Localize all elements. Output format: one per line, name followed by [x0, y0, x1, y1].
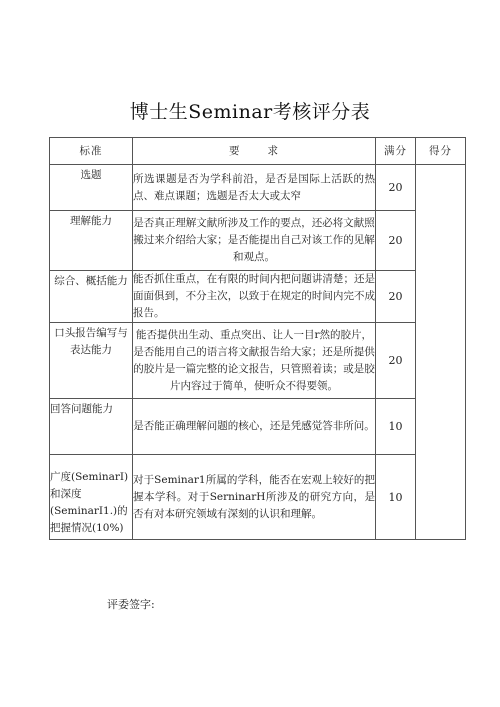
row-full-score: 10	[376, 455, 416, 540]
row-standard: 理解能力	[50, 211, 133, 271]
row-full-score: 20	[376, 165, 416, 211]
table-header-row	[50, 138, 466, 165]
row-full-score: 20	[376, 323, 416, 399]
row-requirement: 对于Seminar1所属的学科，能否在宏观上较好的把握本学科。对于SerninarH所涉及的研究方向，是否有对本研究领域有深刻的认识和理解。	[133, 455, 376, 540]
header-requirement-char-1: 要	[229, 144, 268, 157]
signature-label: 评委签字:	[107, 598, 155, 611]
row-requirement: 能否提供出生动、重点突出、让人一目r然的胶片，是否能用自己的语言将文献报告给大家；还是所提供的胶片是一篇完整的论文报告，只管照着读；或是胶片内容过于简单，使听众不得要领。	[133, 323, 376, 399]
scoring-table	[49, 137, 466, 540]
row-standard: 选题	[50, 165, 133, 211]
table-row	[50, 455, 466, 540]
row-requirement: 是否真正理解文献所涉及工作的要点，还必将文献照搬过来介绍给大家；是否能提出自己对该工作的见解和观点。	[133, 211, 376, 271]
header-standard: 标准	[50, 138, 133, 165]
header-full-score: 满分	[376, 138, 416, 165]
row-full-score: 20	[376, 211, 416, 271]
table-row	[50, 165, 466, 211]
row-standard: 口头报告编写与表达能力	[50, 323, 133, 399]
header-requirement	[133, 138, 376, 165]
table-row	[50, 271, 466, 323]
page-title: 博士生Seminar考核评分表	[129, 101, 371, 123]
header-requirement-char-2: 求	[267, 144, 279, 157]
row-requirement: 所选课题是否为学科前沿，是否是国际上活跃的热点、难点课题；选题是否太大或太窄	[133, 165, 376, 211]
header-score: 得分	[416, 138, 466, 165]
table-row	[50, 323, 466, 399]
row-requirement: 是否能正确理解问题的核心，还是凭感觉答非所问。	[133, 399, 376, 455]
table-row	[50, 211, 466, 271]
score-input-cell[interactable]	[416, 165, 466, 540]
row-full-score: 20	[376, 271, 416, 323]
row-standard: 综合、概括能力	[50, 271, 133, 323]
row-standard: 回答问题能力	[50, 399, 133, 455]
row-standard: 广度(SeminarI)和深度(SeminarI1.)的把握情况(10%)	[50, 455, 133, 540]
row-full-score: 10	[376, 399, 416, 455]
table-row	[50, 399, 466, 455]
row-requirement: 能否抓住重点，在有限的时间内把问题讲清楚；还是面面俱到，不分主次，以致于在规定的时间内完不成报告。	[133, 271, 376, 323]
